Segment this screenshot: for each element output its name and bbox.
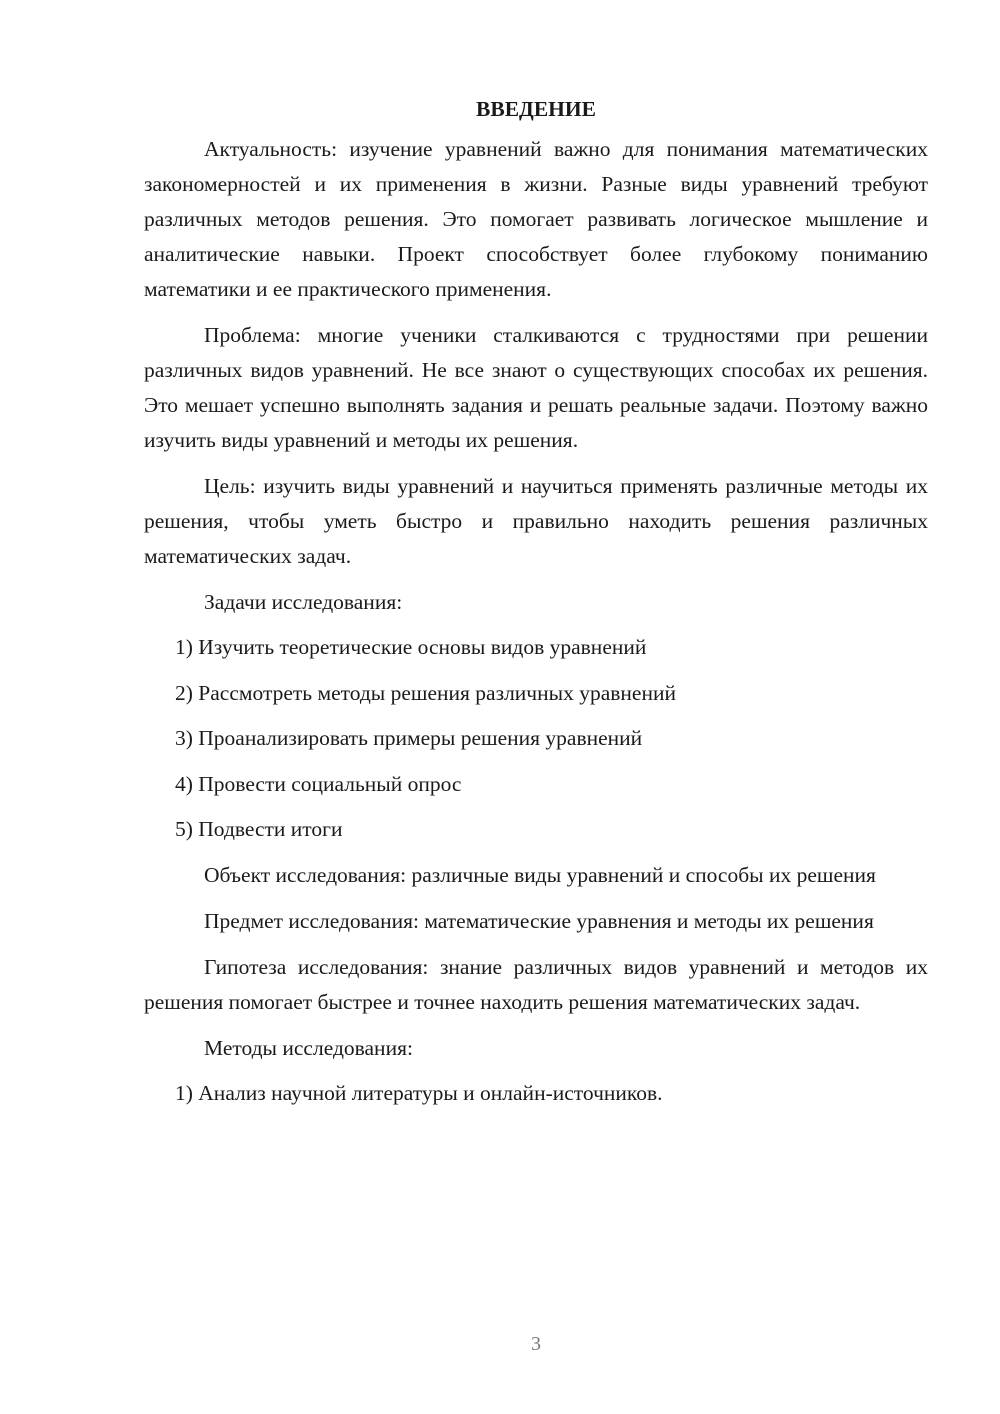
hypothesis-paragraph: Гипотеза исследования: знание различных видов уравнений и методов их решения помогает быстрее и точнее находить решения математических задач. bbox=[144, 954, 928, 1014]
list-item: 1) Анализ научной литературы и онлайн-источников. bbox=[175, 1080, 663, 1105]
list-item: 3) Проанализировать примеры решения уравнений bbox=[175, 726, 643, 750]
problem-paragraph: Проблема: многие ученики сталкиваются с трудностями при решении различных видов уравнений. Не все знают о существующих способах их решения. Это мешает успешно выполнять задания и решать реальные задачи. Поэтому важно изучить виды уравнений и методы их решения. bbox=[144, 323, 928, 452]
goal-paragraph: Цель: изучить виды уравнений и научиться применять различные методы их решения, чтобы уметь быстро и правильно находить решения различных математических задач. bbox=[144, 474, 928, 568]
list-item: 1) Изучить теоретические основы видов уравнений bbox=[175, 635, 647, 659]
tasks-heading: Задачи исследования: bbox=[204, 590, 403, 614]
tasks-list bbox=[144, 630, 928, 847]
list-item: 2) Рассмотреть методы решения различных уравнений bbox=[175, 680, 676, 705]
object-paragraph: Объект исследования: различные виды уравнений и способы их решения bbox=[204, 862, 876, 887]
page-number: 3 bbox=[531, 1333, 541, 1355]
relevance-paragraph: Актуальность: изучение уравнений важно для понимания математических закономерностей и их применения в жизни. Разные виды уравнений требуют различных методов решения. Это помогает развивать логическое мышление и аналитические навыки. Проект способствует более глубокому пониманию математики и ее практического применения. bbox=[144, 137, 928, 301]
list-item: 5) Подвести итоги bbox=[175, 817, 343, 841]
methods-list bbox=[144, 1076, 928, 1111]
methods-heading: Методы исследования: bbox=[204, 1035, 413, 1060]
document-page bbox=[144, 92, 928, 1121]
section-title: ВВЕДЕНИЕ bbox=[476, 97, 596, 121]
subject-paragraph: Предмет исследования: математические уравнения и методы их решения bbox=[204, 908, 874, 933]
list-item: 4) Провести социальный опрос bbox=[175, 771, 462, 796]
